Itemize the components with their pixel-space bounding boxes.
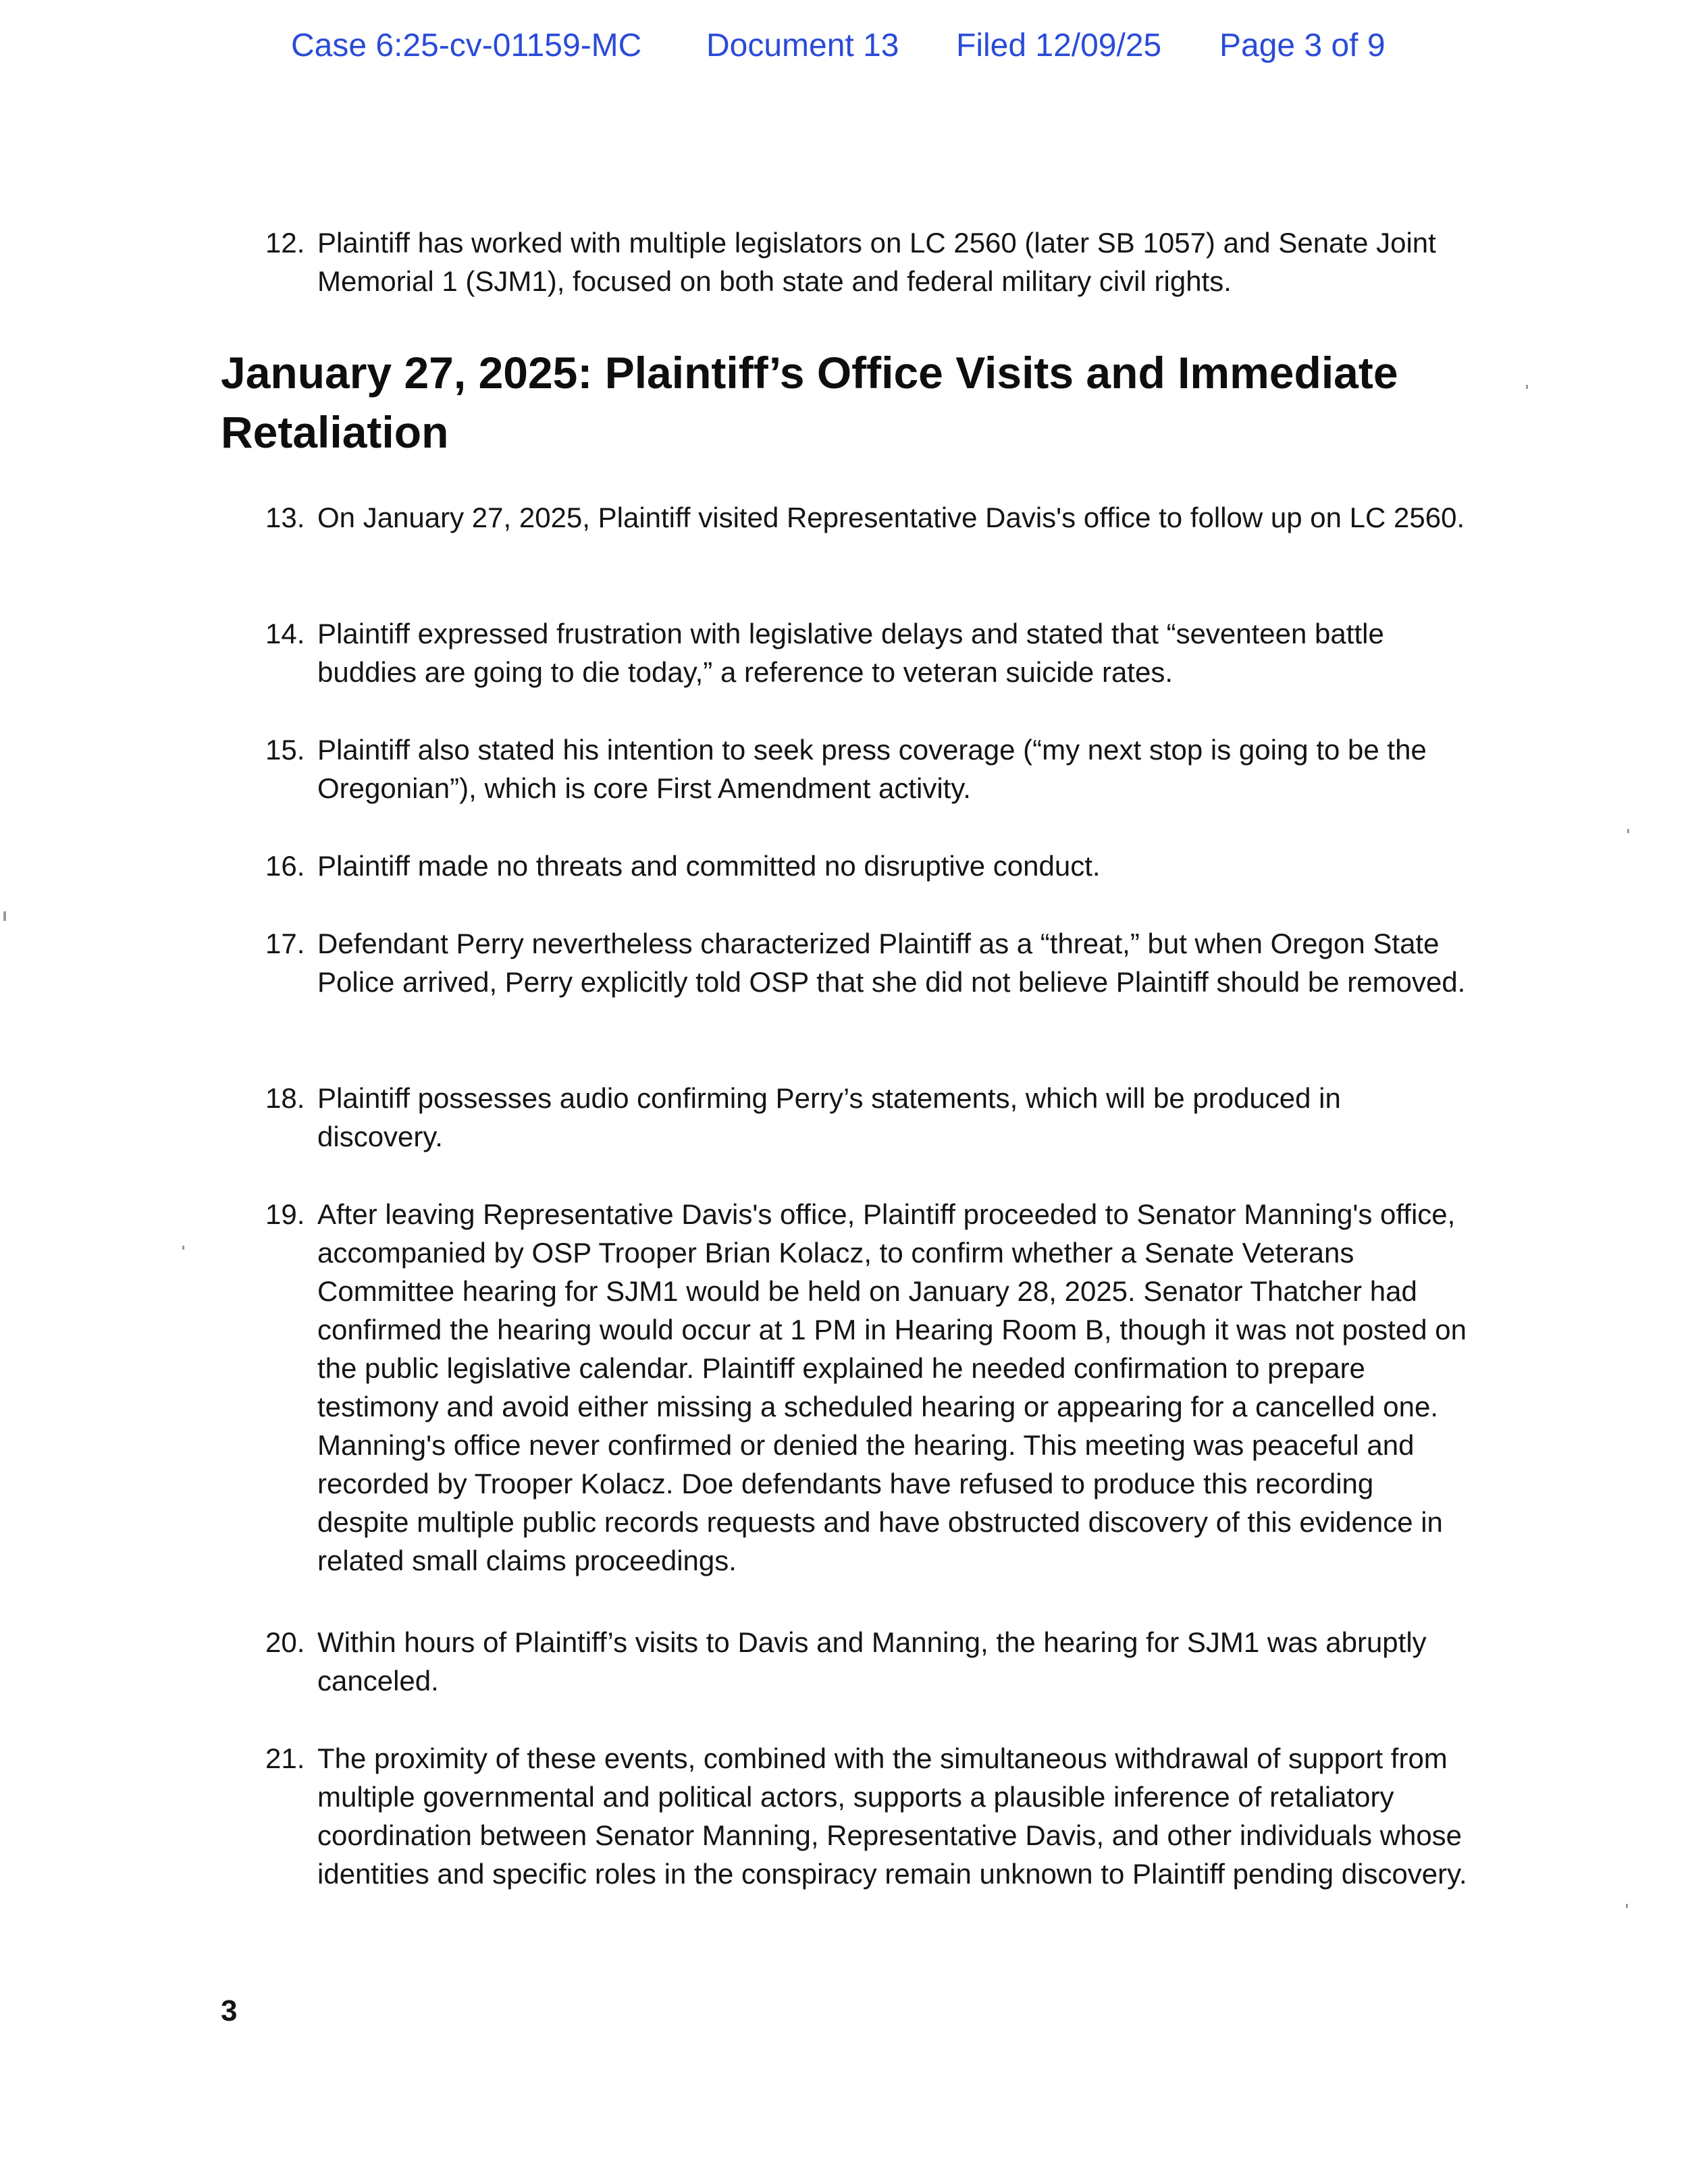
paragraph-17 — [265, 924, 1467, 1001]
paragraph-text: Plaintiff possesses audio confirming Perry’s statements, which will be produced in discovery. — [317, 1082, 1341, 1152]
paragraph-text: Defendant Perry nevertheless characterized Plaintiff as a “threat,” but when Oregon State Police arrived, Perry explicitly told OSP that she did not believe Plaintiff should be removed. — [317, 928, 1466, 998]
paragraph-20 — [265, 1623, 1467, 1700]
paragraph-12 — [265, 223, 1467, 300]
page-indicator: Page 3 of 9 — [1219, 28, 1386, 63]
paragraph-21 — [265, 1739, 1467, 1893]
ecf-filing-header — [0, 27, 1688, 74]
paragraph-13 — [265, 498, 1467, 537]
scan-speck — [3, 911, 6, 921]
paragraph-number: 13. — [265, 502, 305, 533]
paragraph-text: Plaintiff made no threats and committed no disruptive conduct. — [317, 850, 1101, 882]
filed-date: Filed 12/09/25 — [956, 28, 1162, 63]
paragraph-number: 16. — [265, 850, 305, 882]
section-heading: January 27, 2025: Plaintiff’s Office Visits and Immediate Retaliation — [221, 348, 1398, 457]
paragraph-number: 12. — [265, 227, 305, 259]
paragraph-14 — [265, 614, 1467, 691]
scan-speck — [1526, 385, 1528, 389]
scan-speck — [1626, 1904, 1628, 1908]
paragraph-text: Plaintiff expressed frustration with legislative delays and stated that “seventeen battle buddies are going to die today,” a reference to veteran suicide rates. — [317, 618, 1384, 688]
paragraph-text: Plaintiff also stated his intention to seek press coverage (“my next stop is going to be the Oregonian”), which is core First Amendment activity. — [317, 734, 1427, 804]
page-number: 3 — [221, 1994, 238, 2027]
document-number: Document 13 — [706, 28, 899, 63]
paragraph-number: 18. — [265, 1082, 305, 1114]
scan-speck — [182, 1246, 184, 1250]
paragraph-text: The proximity of these events, combined with the simultaneous withdrawal of support from multiple governmental and political actors, supports a plausible inference of retaliatory coordination between Senator Manning, Representative Davis, and other individuals whose identities and specific roles in the conspiracy remain unknown to Plaintiff pending discovery. — [317, 1742, 1467, 1890]
paragraph-number: 15. — [265, 734, 305, 766]
scan-speck — [1627, 829, 1629, 833]
paragraph-text: After leaving Representative Davis's office, Plaintiff proceeded to Senator Manning's office, accompanied by OSP Trooper Brian Kolacz, to confirm whether a Senate Veterans Committee hearing for SJM1 would be held on January 28, 2025. Senator Thatcher had confirmed the hearing would occur at 1 PM in Hearing Room B, though it was not posted on the public legislative calendar. Plaintiff explained he needed confirmation to prepare testimony and avoid either missing a scheduled hearing or appearing for a cancelled one. Manning's office never confirmed or denied the hearing. This meeting was peaceful and recorded by Trooper Kolacz. Doe defendants have refused to produce this recording despite multiple public records requests and have obstructed discovery of this evidence in related small claims proceedings. — [317, 1198, 1467, 1576]
paragraph-15 — [265, 730, 1467, 807]
paragraph-number: 21. — [265, 1742, 305, 1774]
paragraph-16 — [265, 847, 1467, 885]
case-number: Case 6:25-cv-01159-MC — [291, 28, 642, 63]
paragraph-number: 14. — [265, 618, 305, 649]
paragraph-number: 20. — [265, 1626, 305, 1658]
paragraph-text: Plaintiff has worked with multiple legislators on LC 2560 (later SB 1057) and Senate Joint Memorial 1 (SJM1), focused on both state and federal military civil rights. — [317, 227, 1436, 297]
paragraph-text: On January 27, 2025, Plaintiff visited Representative Davis's office to follow up on LC 2560. — [317, 502, 1465, 533]
paragraph-number: 17. — [265, 928, 305, 959]
paragraph-number: 19. — [265, 1198, 305, 1230]
paragraph-18 — [265, 1079, 1467, 1156]
paragraph-text: Within hours of Plaintiff’s visits to Davis and Manning, the hearing for SJM1 was abruptly canceled. — [317, 1626, 1427, 1697]
paragraph-19 — [265, 1195, 1467, 1580]
